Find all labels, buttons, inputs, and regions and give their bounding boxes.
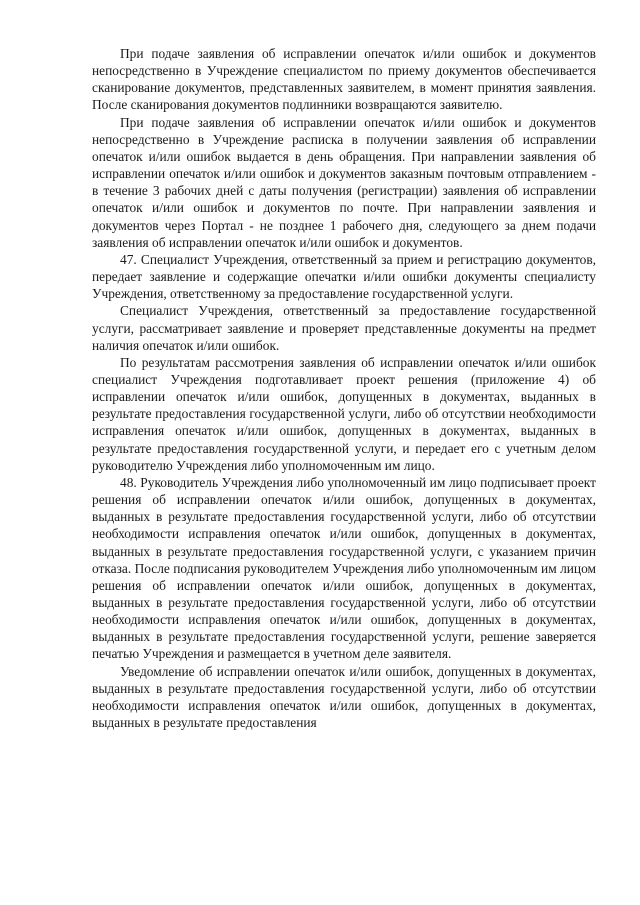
document-page [92, 45, 596, 731]
paragraph-item-48: 48. Руководитель Учреждения либо уполномоченный им лицо подписывает проект решения об исправлении опечаток и/или ошибок, допущенных в документах, выданных в результате предоставления государственной услуги, либо об отсутствии необходимости исправления опечаток и/или ошибок, допущенных в документах, выданных в результате предоставления государственной услуги, с указанием причин отказа. После подписания руководителем Учреждения либо уполномоченным им лицом решения об исправлении опечаток и/или ошибок, допущенных в документах, выданных в результате предоставления государственной услуги, либо об отсутствии необходимости исправления опечаток и/или ошибок, допущенных в документах, выданных в результате предоставления государственной услуги, решение заверяется печатью Учреждения и размещается в учетном деле заявителя. [92, 474, 596, 662]
paragraph-draft-decision: По результатам рассмотрения заявления об исправлении опечаток и/или ошибок специалист Учреждения подготавливает проект решения (приложение 4) об исправлении опечаток и/или ошибок, допущенных в документах, выданных в результате предоставления государственной услуги, либо об отсутствии необходимости исправления опечаток и/или ошибок, допущенных в документах, выданных в результате предоставления государственной услуги, и передает его с учетным делом руководителю Учреждения либо уполномоченным им лицо. [92, 354, 596, 473]
paragraph-notification: Уведомление об исправлении опечаток и/или ошибок, допущенных в документах, выданных в результате предоставления государственной услуги, либо об отсутствии необходимости исправления опечаток и/или ошибок, допущенных в документах, выданных в результате предоставления [92, 663, 596, 731]
paragraph-review: Специалист Учреждения, ответственный за предоставление государственной услуги, рассматривает заявление и проверяет представленные документы на предмет наличия опечаток и/или ошибок. [92, 303, 596, 353]
paragraph-receipt: При подаче заявления об исправлении опечаток и/или ошибок и документов непосредственно в Учреждение расписка в получении заявления об исправлении опечаток и/или ошибок выдается в день обращения. При направлении заявления об исправлении опечаток и/или ошибок и документов заказным почтовым отправлением - в течение 3 рабочих дней с даты получения (регистрации) заявления об исправлении опечаток и/или ошибок и документов по почте. При направлении заявления и документов через Портал - не позднее 1 рабочего дня, следующего за днем подачи заявления об исправлении опечаток и/или ошибок и документов. [92, 114, 596, 250]
paragraph-item-47: 47. Специалист Учреждения, ответственный за прием и регистрацию документов, передает заявление и содержащие опечатки и/или ошибки документы специалисту Учреждения, ответственному за предоставление государственной услуги. [92, 251, 596, 302]
paragraph-scanning: При подаче заявления об исправлении опечаток и/или ошибок и документов непосредственно в Учреждение специалистом по приему документов обеспечивается сканирование документов, представленных заявителем, в момент принятия заявления. После сканирования документов подлинники возвращаются заявителю. [92, 46, 596, 113]
